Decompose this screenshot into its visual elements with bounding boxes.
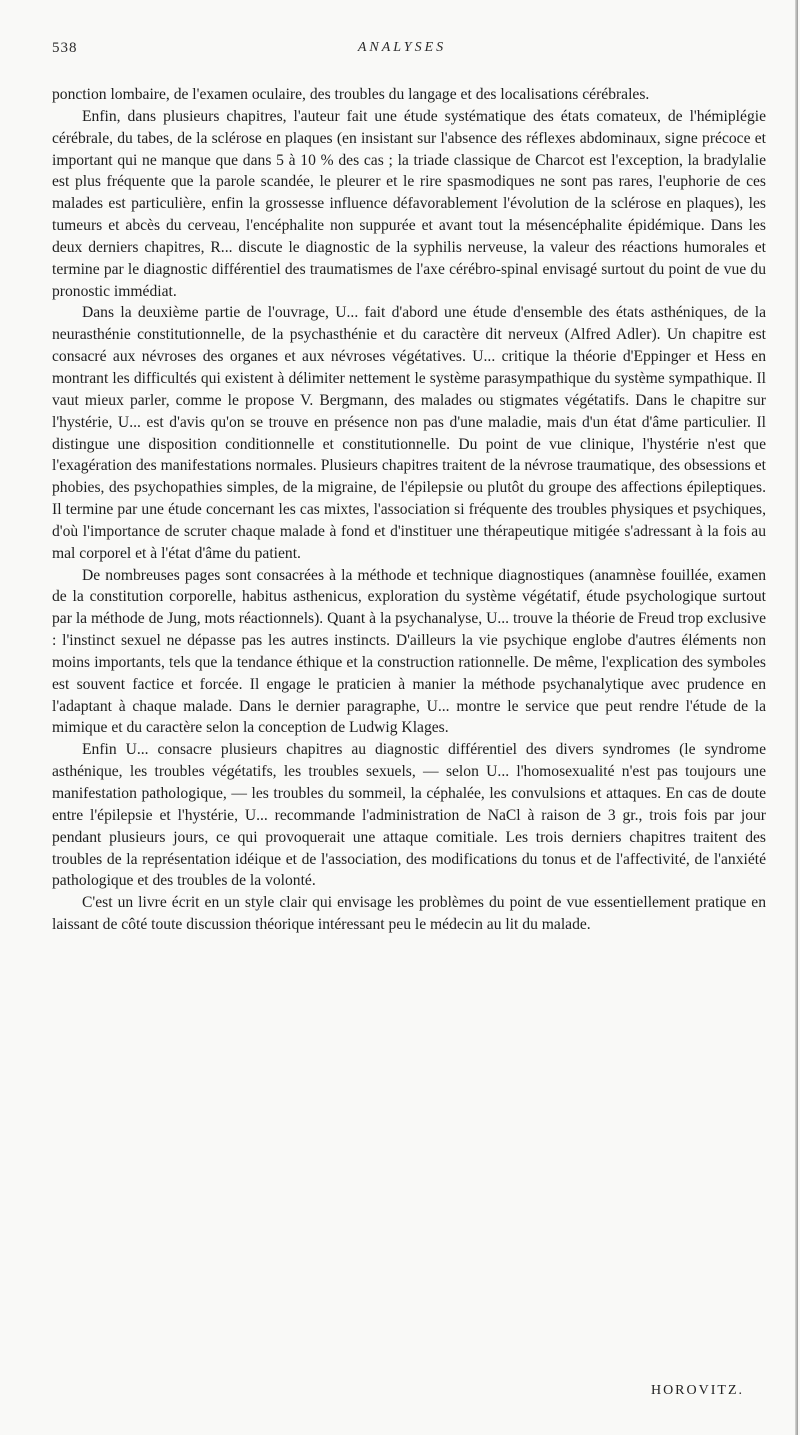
page-edge-shadow: [795, 0, 798, 1435]
paragraph: De nombreuses pages sont consacrées à la méthode et technique diagnostiques (anamnèse fouillée, examen de la constitution corporelle, habitus asthenicus, exploration du système végétatif, étude psychologique surtout par la méthode de Jung, mots réactionnels). Quant à la psychanalyse, U... trouve la théorie de Freud trop exclusive : l'instinct sexuel ne dépasse pas les autres instincts. D'ailleurs la vie psychique englobe d'autres éléments non moins importants, tels que la tendance éthique et la construction rationnelle. De même, l'explication des symboles est souvent factice et forcée. Il engage le praticien à manier la méthode psychanalytique avec prudence en l'adaptant à chaque malade. Dans le dernier paragraphe, U... montre le service que peut rendre l'étude de la mimique et du caractère selon la conception de Ludwig Klages.: [52, 566, 766, 737]
running-title: ANALYSES: [357, 40, 447, 55]
author-signature: HOROVITZ.: [650, 1383, 744, 1398]
paragraph: Enfin, dans plusieurs chapitres, l'auteur fait une étude systématique des états comateux, de l'hémiplégie cérébrale, du tabes, de la sclérose en plaques (en insistant sur l'absence des réflexes abdominaux, signe précoce et important qui ne manque que dans 5 à 10 % des cas ; la triade classique de Charcot est l'exception, la bradylalie est plus fréquente que la parole scandée, le pleurer et le rire spasmodiques ne sont pas rares, l'euphorie de ces malades est particulière, enfin la grossesse influence défavorablement l'évolution de la sclérose en plaques), les tumeurs et abcès du cerveau, l'encéphalite non suppurée et avant tout la mésencéphalite épidémique. Dans les deux derniers chapitres, R... discute le diagnostic de la syphilis nerveuse, la valeur des réactions humorales et termine par le diagnostic différentiel des traumatismes de l'axe cérébro-spinal envisagé surtout du point de vue du pronostic immédiat.: [52, 107, 766, 300]
paragraph: Dans la deuxième partie de l'ouvrage, U... fait d'abord une étude d'ensemble des états asthéniques, de la neurasthénie constitutionnelle, de la psychasthénie et du caractère dit nerveux (Alfred Adler). Un chapitre est consacré aux névroses des organes et aux névroses végétatives. U... critique la théorie d'Eppinger et Hess en montrant les difficultés qui existent à délimiter nettement le système parasympathique du système sympathique. Il vaut mieux parler, comme le propose V. Bergmann, des malades ou stigmates végétatifs. Dans le chapitre sur l'hystérie, U... est d'avis qu'on se trouve en présence non pas d'une maladie, mais d'un état d'âme particulier. Il distingue une disposition conditionnelle et constitutionnelle. Du point de vue clinique, l'hystérie n'est que l'exagération des manifestations normales. Plusieurs chapitres traitent de la névrose traumatique, des obsessions et phobies, des psychopathies simples, de la migraine, de l'épilepsie ou plutôt du groupe des affections épileptiques. Il termine par une étude concernant les cas mixtes, l'association si fréquente des troubles physiques et psychiques, d'où l'importance de scruter chaque malade à fond et d'instituer une thérapeutique mitigée s'adressant à la fois au mal corporel et à l'état d'âme du patient.: [52, 304, 766, 562]
page-header: [52, 40, 752, 64]
paragraph-continuation: ponction lombaire, de l'examen oculaire, des troubles du langage et des localisations cérébrales.: [52, 86, 650, 103]
paragraph: Enfin U... consacre plusieurs chapitres au diagnostic différentiel des divers syndromes (le syndrome asthénique, les troubles végétatifs, les troubles sexuels, — selon U... l'homosexualité n'est pas toujours une manifestation pathologique, — les troubles du sommeil, la céphalée, les convulsions et attaques. En cas de doute entre l'épilepsie et l'hystérie, U... recommande l'administration de NaCl à raison de 3 gr., trois fois par jour pendant plusieurs jours, ce qui provoquerait une attaque comitiale. Les trois derniers chapitres traitent des troubles de la représentation idéique et de l'association, des modifications du tonus et de l'affectivité, de l'anxiété pathologique et des troubles de la volonté.: [52, 741, 766, 890]
article-body: [52, 84, 766, 936]
paragraph: C'est un livre écrit en un style clair qui envisage les problèmes du point de vue essentiellement pratique en laissant de côté toute discussion théorique intéressant peu le médecin au lit du malade.: [52, 894, 766, 934]
page-number: 538: [52, 40, 78, 56]
